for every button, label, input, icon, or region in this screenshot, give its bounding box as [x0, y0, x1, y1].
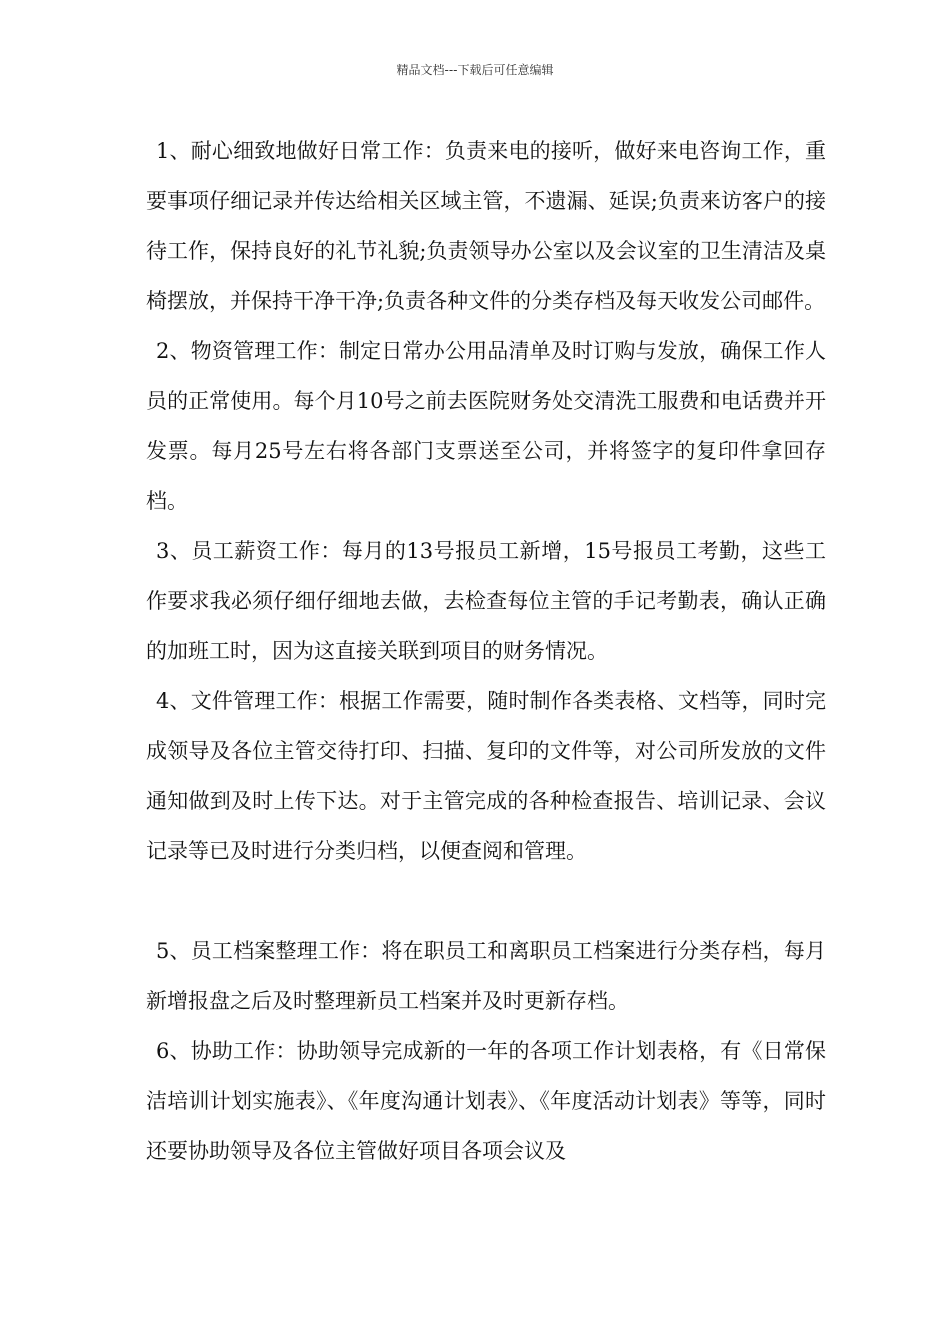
paragraph-1: 1、耐心细致地做好日常工作：负责来电的接听，做好来电咨询工作，重要事项仔细记录并传达给相关区域主管，不遗漏、延误;负责来访客户的接待工作，保持良好的礼节礼貌;负责领导办公室以及会议室的卫生清洁及桌椅摆放，并保持干净干净;负责各种文件的分类存档及每天收发公司邮件。 [146, 139, 826, 313]
document-body [146, 126, 826, 1176]
paragraph-6: 6、协助工作：协助领导完成新的一年的各项工作计划表格，有《日常保洁培训计划实施表》、《年度沟通计划表》、《年度活动计划表》等等，同时还要协助领导及各位主管做好项目各项会议及 [146, 1039, 826, 1163]
paragraph-4: 4、文件管理工作：根据工作需要，随时制作各类表格、文档等，同时完成领导及各位主管交待打印、扫描、复印的文件等，对公司所发放的文件通知做到及时上传下达。对于主管完成的各种检查报告、培训记录、会议记录等已及时进行分类归档，以便查阅和管理。 [146, 689, 826, 863]
paragraph-5: 5、员工档案整理工作：将在职员工和离职员工档案进行分类存档，每月新增报盘之后及时整理新员工档案并及时更新存档。 [146, 939, 826, 1013]
paragraph-2: 2、物资管理工作：制定日常办公用品清单及时订购与发放，确保工作人员的正常使用。每个月10号之前去医院财务处交清洗工服费和电话费并开发票。每月25号左右将各部门支票送至公司，并将签字的复印件拿回存档。 [146, 339, 826, 513]
page-header: 精品文档---下载后可任意编辑 [396, 63, 554, 77]
paragraph-3: 3、员工薪资工作：每月的13号报员工新增，15号报员工考勤，这些工作要求我必须仔细仔细地去做，去检查每位主管的手记考勤表，确认正确的加班工时，因为这直接关联到项目的财务情况。 [146, 539, 826, 663]
